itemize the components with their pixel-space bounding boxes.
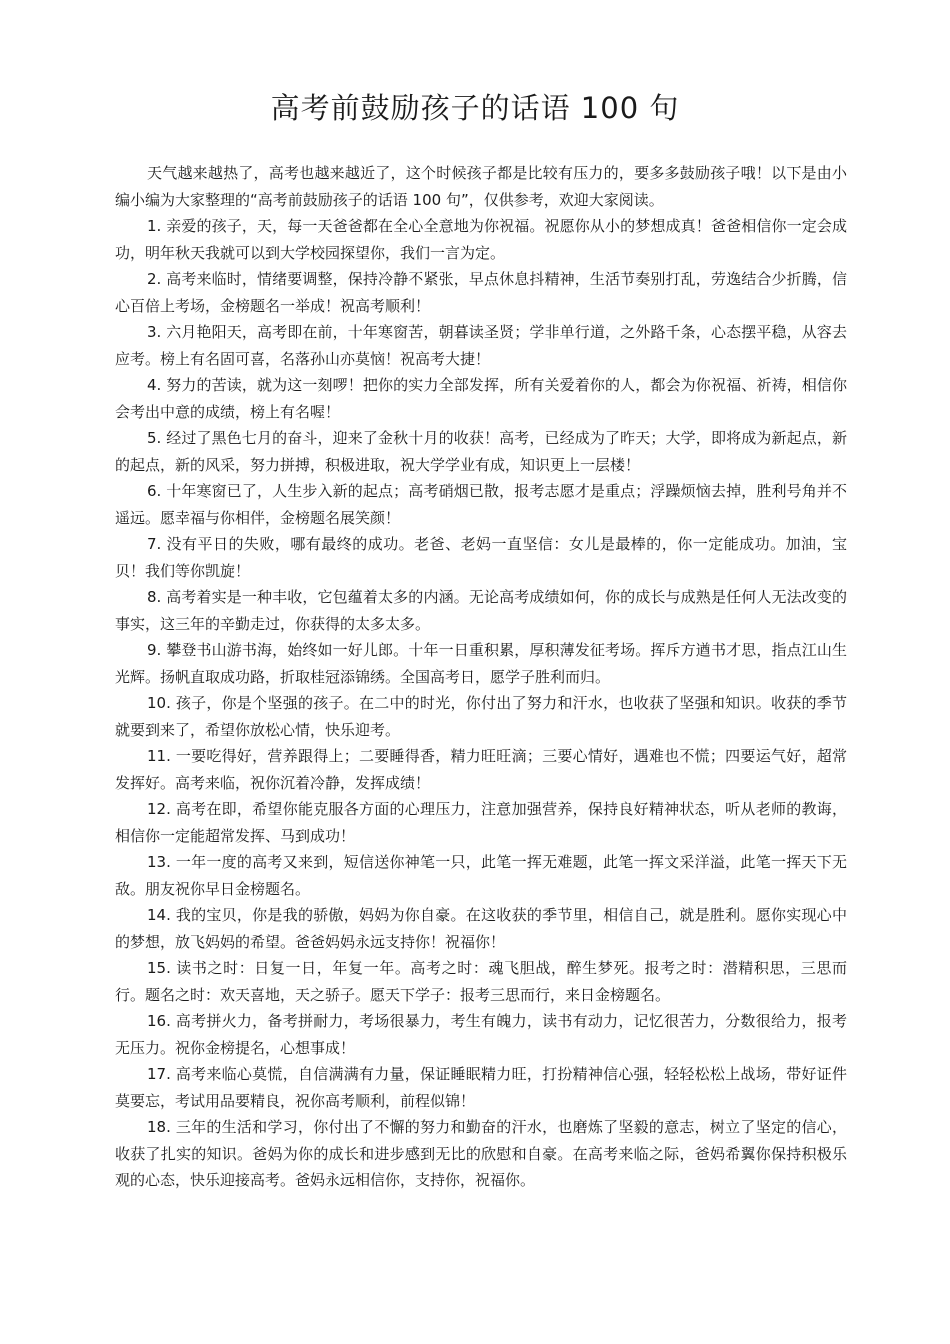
list-item: 6. 十年寒窗已了，人生步入新的起点；高考硝烟已散，报考志愿才是重点；浮躁烦恼去掉，胜利号角并不遥远。愿幸福与你相伴，金榜题名展笑颜！ <box>115 482 847 527</box>
list-item: 12. 高考在即，希望你能克服各方面的心理压力，注意加强营养，保持良好精神状态，听从老师的教诲，相信你一定能超常发挥、马到成功！ <box>115 800 847 845</box>
list-item: 7. 没有平日的失败，哪有最终的成功。老爸、老妈一直坚信：女儿是最棒的，你一定能成功。加油，宝贝！我们等你凯旋！ <box>115 535 847 580</box>
list-item: 13. 一年一度的高考又来到，短信送你神笔一只，此笔一挥无难题，此笔一挥文采洋溢，此笔一挥天下无敌。朋友祝你早日金榜题名。 <box>115 853 847 898</box>
list-item: 1. 亲爱的孩子，天，每一天爸爸都在全心全意地为你祝福。祝愿你从小的梦想成真！爸爸相信你一定会成功，明年秋天我就可以到大学校园探望你，我们一言为定。 <box>115 217 847 262</box>
list-item: 2. 高考来临时，情绪要调整，保持冷静不紧张，早点休息抖精神，生活节奏别打乱，劳逸结合少折腾，信心百倍上考场，金榜题名一举成！祝高考顺利！ <box>115 270 847 315</box>
list-item: 3. 六月艳阳天，高考即在前，十年寒窗苦，朝暮读圣贤；学非单行道，之外路千条，心态摆平稳，从容去应考。榜上有名固可喜，名落孙山亦莫恼！祝高考大捷！ <box>115 323 847 368</box>
list-item: 15. 读书之时：日复一日，年复一年。高考之时：魂飞胆战，醉生梦死。报考之时：潜精积思，三思而行。题名之时：欢天喜地，天之骄子。愿天下学子：报考三思而行，来日金榜题名。 <box>115 959 847 1004</box>
list-item: 14. 我的宝贝，你是我的骄傲，妈妈为你自豪。在这收获的季节里，相信自己，就是胜利。愿你实现心中的梦想，放飞妈妈的希望。爸爸妈妈永远支持你！祝福你！ <box>115 906 847 951</box>
list-item: 8. 高考着实是一种丰收，它包蕴着太多的内涵。无论高考成绩如何，你的成长与成熟是任何人无法改变的事实，这三年的辛勤走过，你获得的太多太多。 <box>115 588 847 633</box>
page-title: 高考前鼓励孩子的话语 100 句 <box>270 91 680 125</box>
list-item: 18. 三年的生活和学习，你付出了不懈的努力和勤奋的汗水，也磨炼了坚毅的意志，树立了坚定的信心，收获了扎实的知识。爸妈为你的成长和进步感到无比的欣慰和自豪。在高考来临之际，爸妈希翼你保持积极乐观的心态，快乐迎接高考。爸妈永远相信你，支持你，祝福你。 <box>115 1118 847 1189</box>
list-item: 17. 高考来临心莫慌，自信满满有力量，保证睡眠精力旺，打扮精神信心强，轻轻松松上战场，带好证件莫要忘，考试用品要精良，祝你高考顺利，前程似锦！ <box>115 1065 847 1110</box>
list-item: 10. 孩子，你是个坚强的孩子。在二中的时光，你付出了努力和汗水，也收获了坚强和知识。收获的季节就要到来了，希望你放松心情，快乐迎考。 <box>115 694 847 739</box>
list-item: 5. 经过了黑色七月的奋斗，迎来了金秋十月的收获！高考，已经成为了昨天；大学，即将成为新起点，新的起点，新的风采，努力拼搏，积极进取，祝大学学业有成，知识更上一层楼！ <box>115 429 847 474</box>
list-item: 9. 攀登书山游书海，始终如一好儿郎。十年一日重积累，厚积薄发征考场。挥斥方遒书才思，指点江山生光辉。扬帆直取成功路，折取桂冠添锦绣。全国高考日，愿学子胜利而归。 <box>115 641 847 686</box>
intro-paragraph: 天气越来越热了，高考也越来越近了，这个时候孩子都是比较有压力的，要多多鼓励孩子哦！以下是由小编小编为大家整理的“高考前鼓励孩子的话语 100 句”，仅供参考，欢迎大家阅读。 <box>115 164 847 209</box>
list-item: 11. 一要吃得好，营养跟得上；二要睡得香，精力旺旺滴；三要心情好，遇难也不慌；四要运气好，超常发挥好。高考来临，祝你沉着冷静，发挥成绩！ <box>115 747 847 792</box>
list-item: 16. 高考拼火力，备考拼耐力，考场很暴力，考生有魄力，读书有动力，记忆很苦力，分数很给力，报考无压力。祝你金榜提名，心想事成！ <box>115 1012 847 1057</box>
document-body <box>115 160 847 1194</box>
list-item: 4. 努力的苦读，就为这一刻啰！把你的实力全部发挥，所有关爱着你的人，都会为你祝福、祈祷，相信你会考出中意的成绩，榜上有名喔！ <box>115 376 847 421</box>
